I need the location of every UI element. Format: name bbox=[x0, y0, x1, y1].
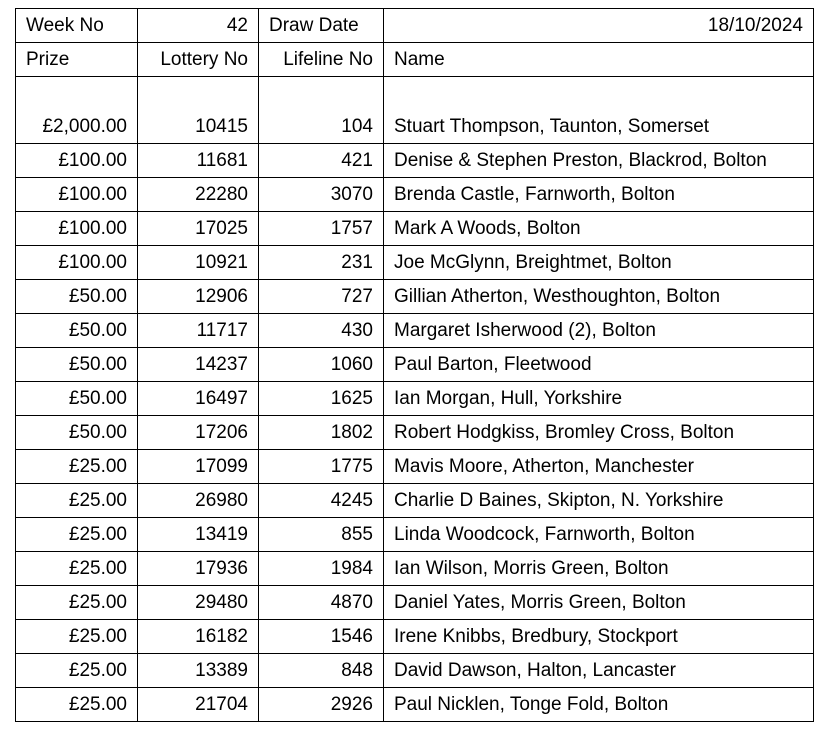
lottery-number-cell: 29480 bbox=[138, 585, 259, 619]
lifeline-number-cell: 1060 bbox=[259, 347, 384, 381]
lottery-number-cell: 10921 bbox=[138, 245, 259, 279]
table-row bbox=[16, 585, 814, 619]
lifeline-number-cell: 104 bbox=[259, 110, 384, 144]
table-row bbox=[16, 551, 814, 585]
prize-cell: £50.00 bbox=[16, 347, 138, 381]
name-cell: Charlie D Baines, Skipton, N. Yorkshire bbox=[384, 483, 814, 517]
prize-cell: £2,000.00 bbox=[16, 110, 138, 144]
lottery-number-cell: 13419 bbox=[138, 517, 259, 551]
lifeline-number-cell: 848 bbox=[259, 653, 384, 687]
draw-date-value: 18/10/2024 bbox=[384, 9, 814, 43]
column-header-row bbox=[16, 43, 814, 77]
column-header-name: Name bbox=[384, 43, 814, 77]
name-cell: Mavis Moore, Atherton, Manchester bbox=[384, 449, 814, 483]
prize-cell: £25.00 bbox=[16, 551, 138, 585]
lifeline-number-cell: 855 bbox=[259, 517, 384, 551]
table-row bbox=[16, 517, 814, 551]
lottery-number-cell: 16497 bbox=[138, 381, 259, 415]
prize-cell: £25.00 bbox=[16, 449, 138, 483]
lottery-number-cell: 16182 bbox=[138, 619, 259, 653]
prize-cell: £50.00 bbox=[16, 381, 138, 415]
column-header-lottery: Lottery No bbox=[138, 43, 259, 77]
column-header-lifeline: Lifeline No bbox=[259, 43, 384, 77]
lottery-number-cell: 11717 bbox=[138, 313, 259, 347]
column-header-prize: Prize bbox=[16, 43, 138, 77]
week-label: Week No bbox=[16, 9, 138, 43]
name-cell: Joe McGlynn, Breightmet, Bolton bbox=[384, 245, 814, 279]
header-row bbox=[16, 9, 814, 43]
lottery-number-cell: 21704 bbox=[138, 687, 259, 721]
name-cell: Irene Knibbs, Bredbury, Stockport bbox=[384, 619, 814, 653]
name-cell: Ian Morgan, Hull, Yorkshire bbox=[384, 381, 814, 415]
blank-cell bbox=[16, 77, 138, 110]
table-row bbox=[16, 687, 814, 721]
lottery-number-cell: 17206 bbox=[138, 415, 259, 449]
name-cell: Margaret Isherwood (2), Bolton bbox=[384, 313, 814, 347]
draw-date-label: Draw Date bbox=[259, 9, 384, 43]
table-row bbox=[16, 279, 814, 313]
table-row bbox=[16, 211, 814, 245]
table-row bbox=[16, 347, 814, 381]
week-value: 42 bbox=[138, 9, 259, 43]
lifeline-number-cell: 4245 bbox=[259, 483, 384, 517]
table-row bbox=[16, 483, 814, 517]
lifeline-number-cell: 231 bbox=[259, 245, 384, 279]
prize-cell: £50.00 bbox=[16, 415, 138, 449]
blank-cell bbox=[259, 77, 384, 110]
prize-cell: £25.00 bbox=[16, 517, 138, 551]
prize-cell: £25.00 bbox=[16, 653, 138, 687]
prize-cell: £100.00 bbox=[16, 177, 138, 211]
prize-cell: £50.00 bbox=[16, 279, 138, 313]
prize-cell: £25.00 bbox=[16, 619, 138, 653]
name-cell: Robert Hodgkiss, Bromley Cross, Bolton bbox=[384, 415, 814, 449]
lottery-number-cell: 12906 bbox=[138, 279, 259, 313]
table-row bbox=[16, 313, 814, 347]
lifeline-number-cell: 1757 bbox=[259, 211, 384, 245]
table-row bbox=[16, 415, 814, 449]
lifeline-number-cell: 1625 bbox=[259, 381, 384, 415]
prize-cell: £100.00 bbox=[16, 211, 138, 245]
prize-cell: £25.00 bbox=[16, 483, 138, 517]
table-row bbox=[16, 245, 814, 279]
prize-cell: £25.00 bbox=[16, 687, 138, 721]
lifeline-number-cell: 1802 bbox=[259, 415, 384, 449]
name-cell: Daniel Yates, Morris Green, Bolton bbox=[384, 585, 814, 619]
lifeline-number-cell: 1775 bbox=[259, 449, 384, 483]
name-cell: Gillian Atherton, Westhoughton, Bolton bbox=[384, 279, 814, 313]
lottery-number-cell: 11681 bbox=[138, 143, 259, 177]
name-cell: Stuart Thompson, Taunton, Somerset bbox=[384, 110, 814, 144]
lottery-number-cell: 22280 bbox=[138, 177, 259, 211]
lifeline-number-cell: 727 bbox=[259, 279, 384, 313]
prize-cell: £25.00 bbox=[16, 585, 138, 619]
table-row bbox=[16, 449, 814, 483]
lifeline-number-cell: 421 bbox=[259, 143, 384, 177]
prize-cell: £100.00 bbox=[16, 143, 138, 177]
lottery-number-cell: 17025 bbox=[138, 211, 259, 245]
blank-row bbox=[16, 77, 814, 110]
prize-cell: £100.00 bbox=[16, 245, 138, 279]
name-cell: Paul Barton, Fleetwood bbox=[384, 347, 814, 381]
prize-cell: £50.00 bbox=[16, 313, 138, 347]
table-row bbox=[16, 653, 814, 687]
lifeline-number-cell: 4870 bbox=[259, 585, 384, 619]
name-cell: David Dawson, Halton, Lancaster bbox=[384, 653, 814, 687]
blank-cell bbox=[138, 77, 259, 110]
name-cell: Paul Nicklen, Tonge Fold, Bolton bbox=[384, 687, 814, 721]
lifeline-number-cell: 2926 bbox=[259, 687, 384, 721]
name-cell: Mark A Woods, Bolton bbox=[384, 211, 814, 245]
name-cell: Brenda Castle, Farnworth, Bolton bbox=[384, 177, 814, 211]
lifeline-number-cell: 1546 bbox=[259, 619, 384, 653]
blank-cell bbox=[384, 77, 814, 110]
lottery-number-cell: 10415 bbox=[138, 110, 259, 144]
lottery-number-cell: 17099 bbox=[138, 449, 259, 483]
table-row bbox=[16, 110, 814, 144]
table-row bbox=[16, 619, 814, 653]
lottery-number-cell: 14237 bbox=[138, 347, 259, 381]
lifeline-number-cell: 430 bbox=[259, 313, 384, 347]
lottery-number-cell: 26980 bbox=[138, 483, 259, 517]
table-row bbox=[16, 177, 814, 211]
name-cell: Linda Woodcock, Farnworth, Bolton bbox=[384, 517, 814, 551]
results-table bbox=[15, 8, 814, 722]
lifeline-number-cell: 3070 bbox=[259, 177, 384, 211]
table-row bbox=[16, 143, 814, 177]
lottery-number-cell: 13389 bbox=[138, 653, 259, 687]
name-cell: Ian Wilson, Morris Green, Bolton bbox=[384, 551, 814, 585]
lottery-number-cell: 17936 bbox=[138, 551, 259, 585]
name-cell: Denise & Stephen Preston, Blackrod, Bolton bbox=[384, 143, 814, 177]
lifeline-number-cell: 1984 bbox=[259, 551, 384, 585]
table-row bbox=[16, 381, 814, 415]
